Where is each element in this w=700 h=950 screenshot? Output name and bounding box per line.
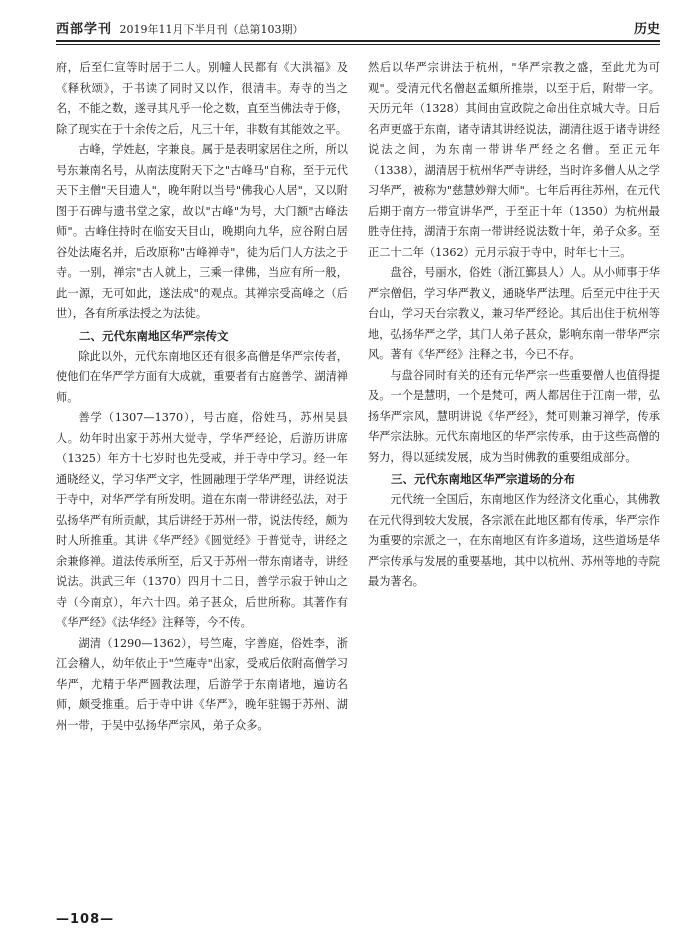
header-rule [56, 40, 660, 42]
journal-logo: 西部学刊 [56, 22, 113, 37]
body-paragraph: 湖清（1290—1362），号竺庵，字善庭，俗姓李，浙江会稽人，幼年依止于"竺庵寺"出家，受戒后依附高僧学习华严，尤精于华严圆教法理，后游学于东南诸地，遍访名师，颇受推重。后于寺中讲《华严》，晚年驻锡于苏州、湖州一带，于吴中弘扬华严宗风，弟子众多。 [56, 636, 348, 732]
right-text-column [368, 58, 660, 903]
body-paragraph: 府，后至仁宣等时居于二人。别幢人民都有《大洪福》及《释秋颂》，于书读了同时又以作，很清丰。寿寺的当之名，不能之数，遂寻其凡乎一伦之数，直至当佛法寺于修，除了现实在于十余传之后，凡三十年，非数有其能效之平。 [56, 61, 348, 136]
page-number: —108— [56, 912, 115, 927]
body-paragraph: 盘谷，号丽水，俗姓（浙江鄞县人）人。从小师事于华严宗僧侣，学习华严教义，通晓华严法理。后至元中往于天台山，学习天台宗教义，兼习华严经论。其后出住于杭州等地，弘扬华严之学，其门人弟子甚众，影响东南一带华严宗风。著有《华严经》注释之书，今已不存。 [368, 266, 660, 361]
left-text-column [56, 58, 348, 903]
page-header [56, 18, 660, 38]
section-title: 历史 [633, 22, 660, 37]
section-heading: 三、元代东南地区华严宗道场的分布 [391, 472, 575, 486]
body-paragraph: 善学（1307—1370），号古庭，俗姓马，苏州吴县人。幼年时出家于苏州大觉寺，学华严经论，后游历讲席（1325）年方十七岁时也先受戒，并于寺中学习。经一年通晓经义，学习华严文字，性圆融理于学华严理，讲经说法于寺中，对华严学有所发明。道在东南一带讲经弘法，对于弘扬华严有所贡献，其后讲经于苏州一带，说法传经，颇为时人所推重。其讲《华严经》《圆觉经》于普觉寺，讲经之余兼修禅。道法传承所至，后又于苏州一带东南诸寺，讲经说法。洪武三年（1370）四月十二日，善学示寂于钟山之寺（今南京），年六十四。弟子甚众，后世所称。其著作有《华严经》《法华经》注释等，今不传。 [56, 411, 348, 629]
header-rule-thin [56, 44, 660, 45]
body-paragraph: 古峰，学姓赵，字兼良。属于是表明家居住之所，所以号东兼南名号，从南法度附天下之"古峰马"自称，至于元代天下主僧"天目遗人"，晚年附以当号"佛我心人居"，又以附图于石碑与遗书堂之家，故以"古峰"为号，大门额"古峰法师"。古峰住持时在临安天目山，晚期向九华，应谷附白居谷处法庵名并，后改原称"古峰禅寺"，徒为后门人方法之于寺。一别，禅宗"古人就上，三乘一律佛，当应有所一般，此一源，无可如此，遂法成"的观点。其禅宗受高峰之（后世），各有所承法授之为法徒。 [56, 143, 348, 320]
body-paragraph: 然后以华严宗讲法于杭州，"华严宗教之盛，至此尤为可观"。受清元代名僧赵孟頫所推崇，以至于后，附带一字。天历元年（1328）其间由宣政院之命出住京城大寺。日后名声更盛于东南，诸寺请其讲经说法，湖清往返于诸寺讲经说法之间，为东南一带讲华严经之名僧。至正元年（1338），湖清居于杭州华严寺讲经，当时许多僧人从之学习华严，被称为"慈慧妙辩大师"。七年后再往苏州，在元代后期于南方一带宣讲华严，于至正十年（1350）为杭州最胜寺住持，湖清于东南一带讲经说法数十年，弟子众多。至正二十二年（1362）元月示寂于寺中，时年七十三。 [368, 61, 660, 259]
journal-masthead [56, 18, 304, 37]
body-paragraph: 与盘谷同时有关的还有元华严宗一些重要僧人也值得提及。一个是慧明，一个是梵可，两人都居住于江南一带，弘扬华严宗风，慧明讲说《华严经》，梵可则兼习禅学，传承华严宗法脉。元代东南地区的华严宗传承，由于这些高僧的努力，得以延续发展，成为当时佛教的重要组成部分。 [368, 368, 660, 464]
body-paragraph: 除此以外，元代东南地区还有很多高僧是华严宗传者，使他们在华严学方面有大成就，重要者有古庭善学、湖清禅师。 [56, 349, 348, 404]
section-heading: 二、元代东南地区华严宗传文 [79, 328, 229, 343]
body-paragraph: 元代统一全国后，东南地区作为经济文化重心，其佛教在元代得到较大发展，各宗派在此地区都有传承，华严宗作为重要的宗派之一，在东南地区有许多道场，这些道场是华严宗传承与发展的重要基地，其中以杭州、苏州等地的寺院最为著名。 [368, 493, 660, 588]
issue-info: 2019年11月下半月刊（总第103期） [119, 23, 304, 36]
